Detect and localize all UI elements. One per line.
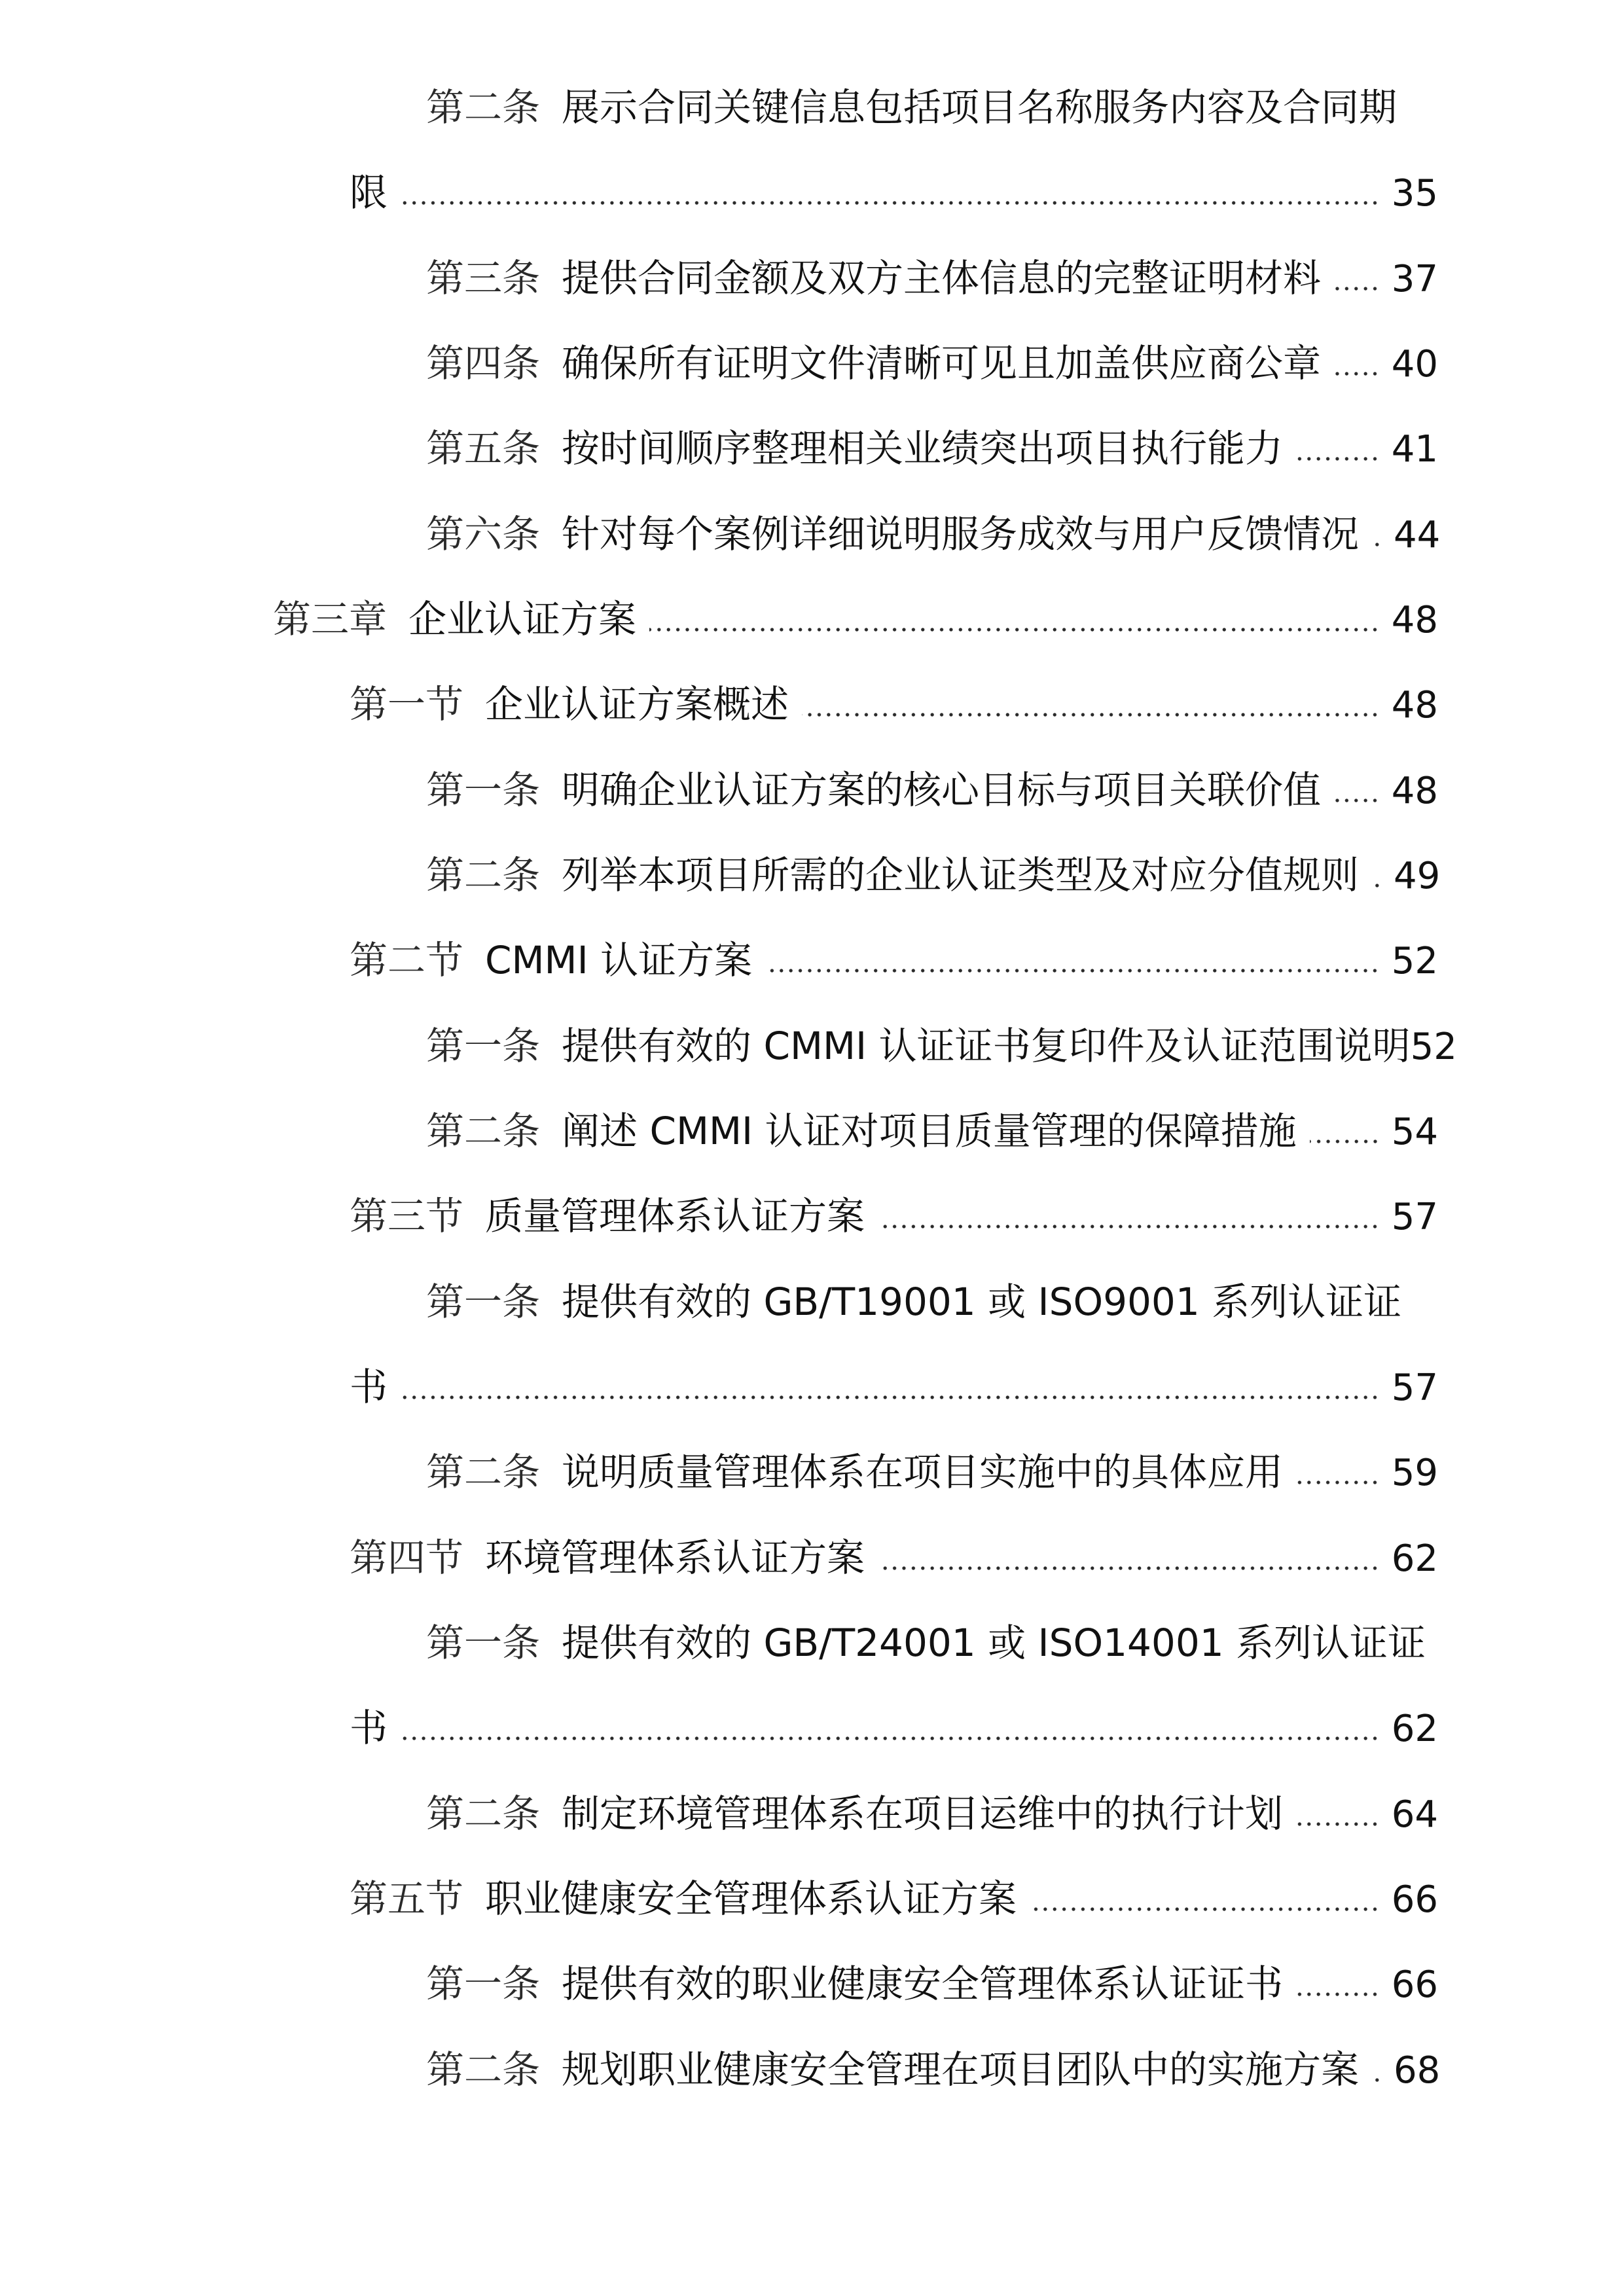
table-of-contents: [0, 65, 1624, 2112]
toc-entry-section: [0, 1856, 1438, 1941]
section-label: 第一节: [350, 682, 464, 727]
entry-label: 第二条: [426, 2047, 541, 2092]
page-number: 44: [1394, 513, 1441, 556]
entry-label: 第一条: [426, 1962, 541, 2007]
entry-title: 提供有效的 GB/T24001 或 ISO14001 系列认证证: [562, 1620, 1426, 1665]
page-number: 62: [1391, 1537, 1438, 1580]
page-number: 48: [1391, 769, 1438, 812]
page-number: 66: [1391, 1964, 1438, 2007]
toc-entry-section: [0, 1174, 1438, 1259]
toc-entry-article: [0, 747, 1438, 833]
toc-entry-section: [0, 662, 1438, 747]
dot-leader: [1296, 1821, 1380, 1827]
section-label: 第四节: [350, 1535, 464, 1580]
toc-entry-section: [0, 918, 1438, 1003]
page-number: 66: [1391, 1878, 1438, 1921]
section-label: 第三节: [350, 1194, 464, 1239]
entry-title: 确保所有证明文件清晰可见且加盖供应商公章: [562, 340, 1322, 386]
entry-title-continuation: 书: [350, 1364, 388, 1409]
toc-entry-section: [0, 1515, 1438, 1600]
toc-entry-article: [0, 65, 1438, 150]
entry-label: 第二条: [426, 852, 541, 897]
dot-leader: [1372, 542, 1382, 547]
dot-leader: [765, 968, 1380, 973]
dot-leader: [878, 1224, 1380, 1229]
dot-leader: [802, 712, 1380, 717]
dot-leader: [401, 1736, 1380, 1741]
toc-entry-article: [0, 2027, 1441, 2112]
entry-title: 展示合同关键信息包括项目名称服务内容及合同期: [562, 85, 1398, 130]
entry-label: 第二条: [426, 1791, 541, 1836]
entry-title: 制定环境管理体系在项目运维中的执行计划: [562, 1791, 1284, 1836]
entry-label: 第一条: [426, 1279, 541, 1324]
toc-entry-article: [0, 236, 1438, 321]
entry-label: 第六条: [426, 511, 541, 556]
entry-label: 第二条: [426, 1108, 541, 1153]
toc-entry-article: [0, 1088, 1438, 1174]
page-number: 62: [1391, 1708, 1438, 1751]
page-number: 59: [1391, 1452, 1438, 1495]
entry-title: 提供有效的 CMMI 认证证书复印件及认证范围说明: [562, 1023, 1411, 1068]
dot-leader: [1334, 798, 1380, 803]
entry-label: 第一条: [426, 1620, 541, 1665]
toc-entry-article: [0, 1259, 1438, 1344]
toc-entry-article: [0, 321, 1438, 406]
entry-title: 阐述 CMMI 认证对项目质量管理的保障措施: [562, 1108, 1297, 1153]
dot-leader: [1030, 1907, 1380, 1912]
page-number: 48: [1391, 684, 1438, 727]
dot-leader: [401, 1395, 1380, 1400]
section-title: 企业认证方案概述: [485, 682, 789, 727]
entry-title: 明确企业认证方案的核心目标与项目关联价值: [562, 767, 1322, 812]
page-number: 49: [1394, 854, 1441, 897]
entry-label: 第一条: [426, 1023, 541, 1068]
entry-title-continuation: 限: [350, 170, 388, 215]
dot-leader: [1334, 286, 1380, 291]
chapter-title: 企业认证方案: [408, 596, 637, 641]
dot-leader: [1296, 1480, 1380, 1485]
page-number: 35: [1391, 172, 1438, 215]
page-number: 48: [1391, 598, 1438, 641]
page-number: 68: [1394, 2049, 1441, 2092]
page-number: 41: [1391, 428, 1438, 471]
dot-leader: [1296, 456, 1380, 461]
page-number: 40: [1391, 342, 1438, 386]
entry-title: 按时间顺序整理相关业绩突出项目执行能力: [562, 426, 1284, 471]
entry-title: 提供有效的 GB/T19001 或 ISO9001 系列认证证: [562, 1279, 1402, 1324]
toc-entry-article: [0, 492, 1441, 577]
dot-leader: [1310, 1139, 1380, 1144]
entry-label: 第二条: [426, 1450, 541, 1495]
page-number: 57: [1391, 1366, 1438, 1409]
entry-label: 第一条: [426, 767, 541, 812]
toc-entry-continuation: [0, 1344, 1438, 1429]
toc-entry-article: [0, 1941, 1438, 2026]
entry-title: 针对每个案例详细说明服务成效与用户反馈情况: [562, 511, 1360, 556]
section-title: 职业健康安全管理体系认证方案: [485, 1876, 1017, 1921]
toc-entry-article: [0, 1429, 1438, 1515]
page-number: 54: [1391, 1110, 1438, 1153]
entry-title: 说明质量管理体系在项目实施中的具体应用: [562, 1450, 1284, 1495]
entry-title: 列举本项目所需的企业认证类型及对应分值规则: [562, 852, 1360, 897]
toc-entry-article: [0, 1771, 1438, 1856]
chapter-label: 第三章: [273, 596, 388, 641]
entry-label: 第四条: [426, 340, 541, 386]
page-number: 57: [1391, 1196, 1438, 1239]
section-title: CMMI 认证方案: [485, 938, 753, 983]
toc-entry-continuation: [0, 150, 1438, 235]
toc-entry-chapter: [0, 577, 1438, 662]
dot-leader: [649, 627, 1380, 632]
section-title: 环境管理体系认证方案: [485, 1535, 865, 1580]
section-label: 第五节: [350, 1876, 464, 1921]
toc-entry-article: [0, 1003, 1457, 1088]
section-title: 质量管理体系认证方案: [485, 1194, 865, 1239]
page-number: 64: [1391, 1793, 1438, 1836]
entry-title: 提供有效的职业健康安全管理体系认证证书: [562, 1962, 1284, 2007]
entry-title: 提供合同金额及双方主体信息的完整证明材料: [562, 255, 1322, 300]
dot-leader: [1372, 2077, 1382, 2083]
entry-title: 规划职业健康安全管理在项目团队中的实施方案: [562, 2047, 1360, 2092]
entry-label: 第五条: [426, 426, 541, 471]
dot-leader: [1372, 883, 1382, 888]
entry-label: 第二条: [426, 85, 541, 130]
entry-title-continuation: 书: [350, 1706, 388, 1751]
entry-label: 第三条: [426, 255, 541, 300]
page-number: 52: [1410, 1025, 1457, 1068]
toc-entry-article: [0, 1600, 1438, 1685]
toc-entry-article: [0, 833, 1441, 918]
page-number: 52: [1391, 940, 1438, 983]
dot-leader: [1334, 371, 1380, 376]
toc-entry-continuation: [0, 1685, 1438, 1770]
toc-entry-article: [0, 406, 1438, 491]
dot-leader: [878, 1566, 1380, 1571]
dot-leader: [401, 200, 1380, 206]
page-number: 37: [1391, 257, 1438, 300]
dot-leader: [1296, 1992, 1380, 1997]
section-label: 第二节: [350, 938, 464, 983]
